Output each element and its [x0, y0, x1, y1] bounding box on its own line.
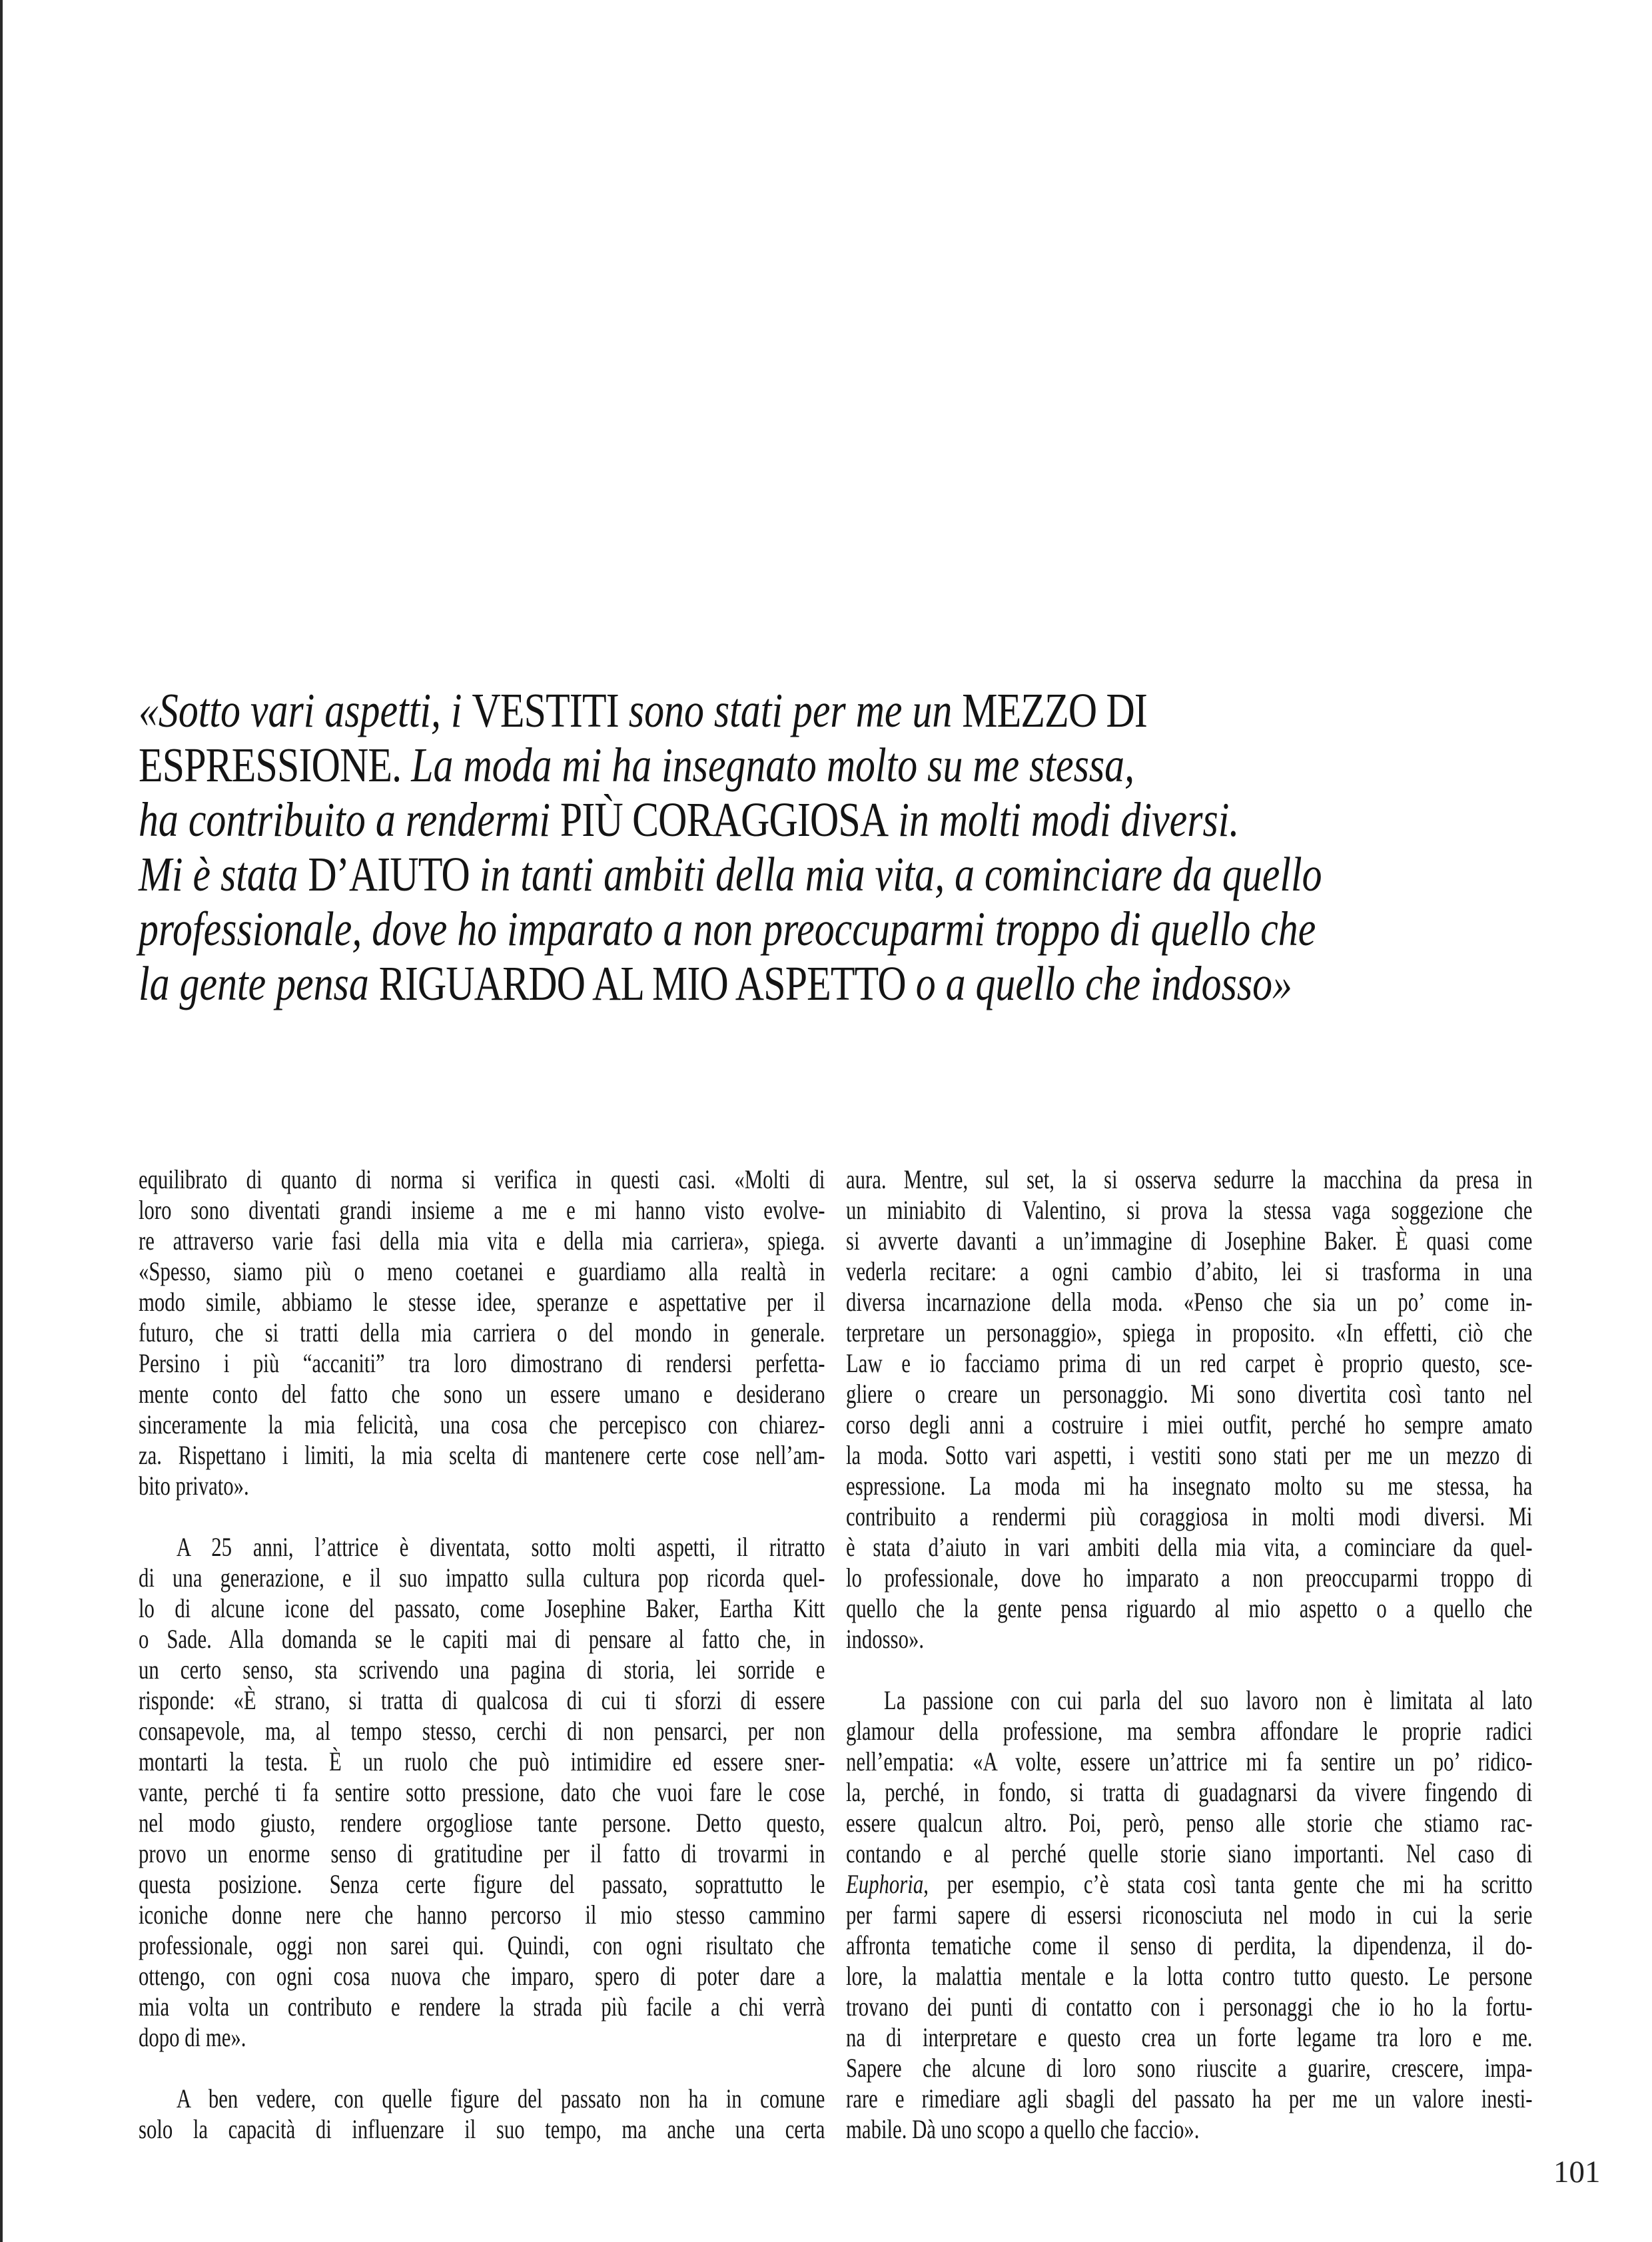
body-text: professionale, oggi non sarei qui. Quindi, con ogni risultato che [139, 1930, 825, 1960]
text-line [846, 2083, 1532, 2114]
body-text: o a quello che indosso» [905, 956, 1292, 1010]
text-line [139, 1532, 825, 1563]
body-text: gliere o creare un personaggio. Mi sono divertita così tanto nel [846, 1379, 1533, 1409]
body-text: lo di alcune icone del passato, come Josephine Baker, Eartha Kitt [139, 1593, 825, 1623]
body-text: corso degli anni a costruire i miei outfit, perché ho sempre amato [846, 1409, 1533, 1439]
body-text: consapevole, ma, al tempo stesso, cerchi di non pensarci, per non [139, 1716, 825, 1746]
text-line [139, 847, 1613, 902]
text-line [139, 2083, 825, 2114]
body-text: futuro, che si tratti della mia carriera o del mondo in generale. [139, 1317, 825, 1347]
text-line [846, 2053, 1532, 2083]
body-text: «Spesso, siamo più o meno coetanei e guardiamo alla realtà in [139, 1256, 825, 1286]
text-line [139, 956, 1613, 1011]
body-text: lo professionale, dove ho imparato a non preoccuparmi troppo di [846, 1563, 1533, 1593]
emphasis-caps-text: RIGUARDO AL MIO ASPETTO [378, 956, 906, 1010]
text-line [846, 1226, 1532, 1256]
text-line [846, 1992, 1532, 2022]
text-line [846, 1195, 1532, 1226]
text-line [846, 1746, 1532, 1777]
body-text: in tanti ambiti della mia vita, a cominciare da quello [469, 847, 1322, 901]
text-line [846, 1900, 1532, 1930]
body-text: Sapere che alcune di loro sono riuscite a guarire, crescere, impa- [846, 2053, 1533, 2083]
text-line [846, 1838, 1532, 1869]
body-text: contribuito a rendermi più coraggiosa in molti modi diversi. Mi [846, 1501, 1533, 1531]
text-line [846, 1440, 1532, 1471]
text-line [139, 1348, 825, 1379]
body-text: vante, perché ti fa sentire sotto pressione, dato che vuoi fare le cose [139, 1777, 825, 1807]
body-text: A ben vedere, con quelle figure del passato non ha in comune [176, 2083, 825, 2113]
text-line [846, 1624, 1532, 1655]
text-line [846, 2022, 1532, 2053]
text-line [846, 1593, 1532, 1624]
text-line [139, 1900, 825, 1930]
text-line [139, 1838, 825, 1869]
text-line [139, 1195, 825, 1226]
body-text: un certo senso, sta scrivendo una pagina di storia, lei sorride e [139, 1655, 825, 1684]
text-line [139, 738, 1613, 793]
body-text: , per esempio, c’è stata così tanta gente che mi ha scritto [923, 1869, 1533, 1899]
body-text: essere qualcun altro. Poi, però, penso alle storie che stiamo rac- [846, 1808, 1533, 1838]
text-line [139, 1655, 825, 1685]
text-line [139, 1992, 825, 2022]
pull-quote [139, 683, 1613, 1011]
body-text: loro sono diventati grandi insieme a me e mi hanno visto evolve- [139, 1195, 825, 1225]
body-text: Persino i più “accaniti” tra loro dimostrano di rendersi perfetta- [139, 1348, 825, 1378]
emphasis-caps-text: VESTITI [472, 683, 619, 737]
text-line [846, 2114, 1532, 2145]
page-edge-shadow [0, 0, 3, 2242]
body-text: dopo di me». [139, 2022, 246, 2052]
body-text: la moda. Sotto vari aspetti, i vestiti sono stati per me un mezzo di [846, 1440, 1533, 1470]
body-text: la gente pensa [139, 956, 379, 1010]
body-text: ottengo, con ogni cosa nuova che imparo, spero di poter dare a [139, 1961, 825, 1991]
text-line [139, 1379, 825, 1409]
body-text: La passione con cui parla del suo lavoro non è limitata al lato [883, 1685, 1533, 1715]
text-line [139, 2114, 825, 2145]
text-line [139, 1869, 825, 1900]
text-line [846, 1164, 1532, 1195]
body-text: contando e al perché quelle storie siano importanti. Nel caso di [846, 1838, 1533, 1868]
text-line [139, 1777, 825, 1808]
body-text: per farmi sapere di essersi riconosciuta nel modo in cui la serie [846, 1900, 1533, 1930]
body-text: di una generazione, e il suo impatto sulla cultura pop ricorda quel- [139, 1563, 825, 1593]
text-line [139, 1226, 825, 1256]
body-text: trovano dei punti di contatto con i personaggi che io ho la fortu- [846, 1992, 1533, 2022]
body-text: La moda mi ha insegnato molto su me stessa, [401, 738, 1135, 792]
text-line [846, 1379, 1532, 1409]
body-text: modo simile, abbiamo le stesse idee, speranze e aspettative per il [139, 1287, 825, 1317]
body-text: vederla recitare: a ogni cambio d’abito, lei si trasforma in una [846, 1256, 1533, 1286]
body-text: o Sade. Alla domanda se le capiti mai di pensare al fatto che, in [139, 1624, 825, 1654]
text-line [846, 1348, 1532, 1379]
text-line [846, 1317, 1532, 1348]
body-text: risponde: «È strano, si tratta di qualcosa di cui ti sforzi di essere [139, 1685, 825, 1715]
text-line [846, 1808, 1532, 1838]
italic-title-text: Euphoria [846, 1869, 924, 1899]
body-text: sinceramente la mia felicità, una cosa che percepisco con chiarez- [139, 1409, 825, 1439]
body-text: provo un enorme senso di gratitudine per il fatto di trovarmi in [139, 1838, 825, 1868]
text-line [139, 1287, 825, 1317]
body-text: nel modo giusto, rendere orgogliose tante persone. Detto questo, [139, 1808, 825, 1838]
body-text: diversa incarnazione della moda. «Penso che sia un po’ come in- [846, 1287, 1533, 1317]
text-line [139, 683, 1613, 738]
text-line [846, 1409, 1532, 1440]
text-line [139, 1256, 825, 1287]
body-text: nell’empatia: «A volte, essere un’attrice mi fa sentire un po’ ridico- [846, 1746, 1533, 1776]
body-text: bito privato». [139, 1471, 249, 1501]
text-line [846, 1685, 1532, 1716]
text-line [846, 1777, 1532, 1808]
text-line [846, 1287, 1532, 1317]
body-text: mabile. Dà uno scopo a quello che faccio». [846, 2114, 1200, 2144]
body-text: solo la capacità di influenzare il suo tempo, ma anche una certa [139, 2114, 825, 2144]
text-line [139, 1440, 825, 1471]
emphasis-caps-text: PIÙ CORAGGIOSA [560, 793, 889, 847]
body-text: A 25 anni, l’attrice è diventata, sotto molti aspetti, il ritratto [176, 1532, 825, 1562]
body-text: indosso». [846, 1624, 925, 1654]
text-line [139, 1317, 825, 1348]
text-line [139, 1746, 825, 1777]
text-line [139, 1808, 825, 1838]
body-text: si avverte davanti a un’immagine di Josephine Baker. È quasi come [846, 1226, 1533, 1256]
text-line [846, 1532, 1532, 1563]
text-line [846, 1471, 1532, 1501]
text-line [139, 1164, 825, 1195]
text-line [139, 902, 1613, 956]
body-text: mia volta un contributo e rendere la strada più facile a chi verrà [139, 1992, 825, 2022]
body-text: Law e io facciamo prima di un red carpet è proprio questo, sce- [846, 1348, 1533, 1378]
column-right [846, 1164, 1532, 2145]
text-line [846, 1256, 1532, 1287]
body-text: Mi è stata [139, 847, 308, 901]
body-text: questa posizione. Senza certe figure del passato, soprattutto le [139, 1869, 825, 1899]
body-text: affronta tematiche come il senso di perdita, la dipendenza, il do- [846, 1930, 1533, 1960]
text-line [139, 1961, 825, 1992]
body-text: equilibrato di quanto di norma si verifica in questi casi. «Molti di [139, 1164, 825, 1194]
body-text: glamour della professione, ma sembra affondare le proprie radici [846, 1716, 1533, 1746]
text-line [139, 793, 1613, 847]
text-line [139, 1409, 825, 1440]
emphasis-caps-text: D’AIUTO [308, 847, 470, 901]
body-text: re attraverso varie fasi della mia vita e della mia carriera», spiega. [139, 1226, 825, 1256]
emphasis-caps-text: MEZZO DI [962, 683, 1148, 737]
text-line [139, 1471, 825, 1501]
text-line [139, 1593, 825, 1624]
body-text: rare e rimediare agli sbagli del passato ha per me un valore inesti- [846, 2083, 1533, 2113]
text-line [139, 1624, 825, 1655]
body-text: sono stati per me un [618, 683, 963, 737]
text-line [846, 1930, 1532, 1961]
text-line [139, 2022, 825, 2053]
body-text: montarti la testa. È un ruolo che può intimidire ed essere sner- [139, 1746, 825, 1776]
body-text: la, perché, in fondo, si tratta di guadagnarsi da vivere fingendo di [846, 1777, 1533, 1807]
text-line [139, 1930, 825, 1961]
body-text: mente conto del fatto che sono un essere umano e desiderano [139, 1379, 825, 1409]
body-text: terpretare un personaggio», spiega in proposito. «In effetti, ciò che [846, 1317, 1533, 1347]
body-text: na di interpretare e questo crea un forte legame tra loro e me. [846, 2022, 1533, 2052]
body-text: in molti modi diversi. [888, 793, 1240, 847]
body-text: aura. Mentre, sul set, la si osserva sedurre la macchina da presa in [846, 1164, 1533, 1194]
text-line [139, 1685, 825, 1716]
text-line [139, 1563, 825, 1593]
page-number: 101 [1553, 2155, 1601, 2189]
body-text: un miniabito di Valentino, si prova la stessa vaga soggezione che [846, 1195, 1533, 1225]
text-line [846, 1961, 1532, 1992]
body-text: ha contribuito a rendermi [139, 793, 560, 847]
column-left [139, 1164, 825, 2145]
text-line [846, 1869, 1532, 1900]
body-text: iconiche donne nere che hanno percorso il mio stesso cammino [139, 1900, 825, 1930]
body-text: espressione. La moda mi ha insegnato molto su me stessa, ha [846, 1471, 1533, 1501]
body-text: è stata d’aiuto in vari ambiti della mia vita, a cominciare da quel- [846, 1532, 1533, 1562]
body-text: «Sotto vari aspetti, i [139, 683, 472, 737]
text-line [846, 1501, 1532, 1532]
body-text: quello che la gente pensa riguardo al mio aspetto o a quello che [846, 1593, 1533, 1623]
text-line [846, 1563, 1532, 1593]
text-line [139, 1716, 825, 1746]
text-line [846, 1716, 1532, 1746]
body-text: za. Rispettano i limiti, la mia scelta di mantenere certe cose nell’am- [139, 1440, 825, 1470]
body-text: lore, la malattia mentale e la lotta contro tutto questo. Le persone [846, 1961, 1533, 1991]
emphasis-caps-text: ESPRESSIONE. [139, 738, 402, 792]
body-text: professionale, dove ho imparato a non preoccuparmi troppo di quello che [139, 902, 1316, 956]
